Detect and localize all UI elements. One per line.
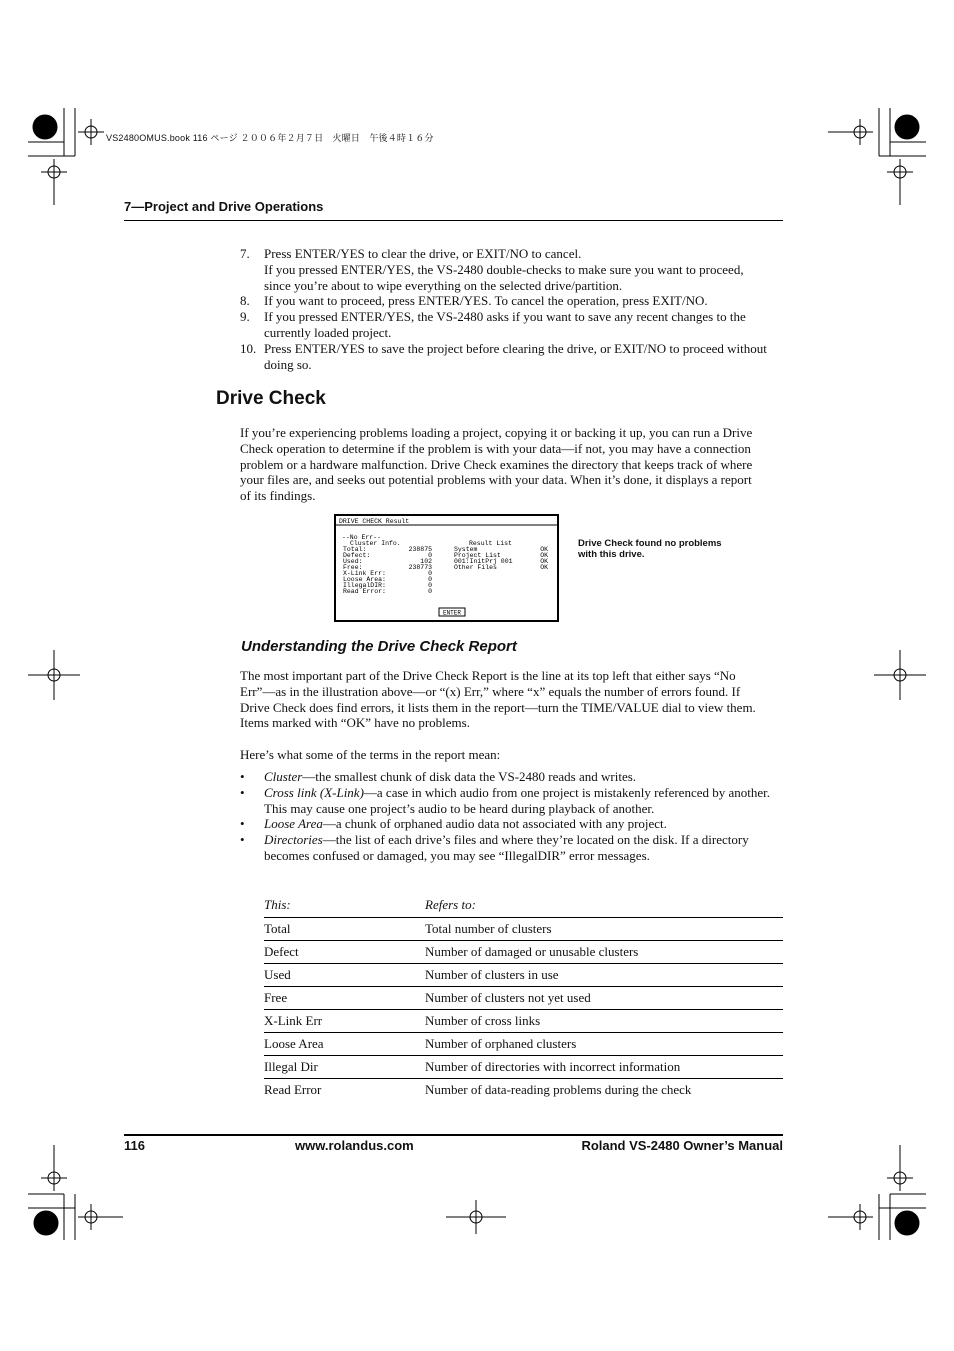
cluster-value: 0 (428, 552, 432, 559)
terms-intro: Here’s what some of the terms in the report mean: (240, 747, 501, 762)
table-row (264, 918, 783, 941)
screen-status: --No Err-- (342, 534, 382, 541)
result-value: OK (540, 564, 548, 571)
step-number: 9. (240, 309, 250, 325)
result-header: Result List (469, 540, 512, 547)
bullet-text: —a case in which audio from one project is mistakenly referenced by another. This may cause one project’s audio to be heard during playback of another. (264, 784, 771, 816)
bullet-text: —the list of each drive’s files and where they’re located on the disk. If a directory becomes confused or damaged, you may see “IllegalDIR” error messages. (264, 832, 749, 863)
cluster-label: Total: (343, 546, 367, 553)
section-intro: If you’re experiencing problems loading a project, copying it or backing it up, you can run a Drive Check operation to determine if the problem is with your data—if not, you may have a connection problem or a hardware malfunction. Drive Check examines the directory that keeps track of where your files are, and seeks out potential problems with your data. When it’s done, it displays a report of its findings. (240, 425, 753, 504)
cluster-label: Read Error: (343, 588, 386, 595)
list-item (240, 832, 770, 864)
table-row (264, 964, 783, 987)
cluster-label: Loose Area: (343, 576, 386, 583)
cluster-value: 0 (428, 576, 432, 583)
step-number: 7. (240, 246, 250, 261)
cluster-label: Used: (343, 558, 363, 565)
bullet-icon: • (240, 769, 245, 784)
cluster-header: Cluster Info. (350, 540, 401, 547)
table-row (264, 941, 783, 964)
list-item (240, 816, 770, 832)
result-label: Other Files (454, 564, 497, 571)
table-cell: Number of cross links (425, 1010, 783, 1033)
step-item (240, 293, 770, 309)
table-row (264, 1079, 783, 1102)
table-row (264, 1056, 783, 1079)
table-cell: Number of damaged or unusable clusters (425, 941, 783, 964)
footer-rule (124, 1134, 783, 1136)
step-text: Press ENTER/YES to clear the drive, or EXIT/NO to cancel. If you pressed ENTER/YES, the VS-2480 double-checks to make sure you want to proceed, since you’re about to wipe everything on the selected drive/partition. (264, 246, 744, 293)
bullet-term: Directories (264, 832, 323, 848)
list-item (240, 769, 770, 785)
table-cell: Read Error (264, 1082, 322, 1097)
enter-button[interactable] (439, 608, 465, 617)
step-item (240, 309, 770, 341)
bullet-term: Cluster (264, 769, 303, 784)
column-header: This: (264, 895, 425, 918)
print-slug: VS2480OMUS.book 116 ページ ２００６年２月７日 火曜日 午後４時１６分 (106, 133, 434, 143)
numbered-steps (240, 246, 770, 372)
step-number: 8. (240, 293, 250, 309)
cluster-value: 102 (420, 558, 432, 565)
figure-caption: Drive Check found no problems with this drive. (578, 538, 722, 560)
table-row (264, 1010, 783, 1033)
table-header-row (264, 895, 783, 918)
list-item (240, 785, 770, 817)
bullet-term: Cross link (X-Link) (264, 784, 364, 800)
cluster-label: IllegalDIR: (343, 582, 386, 589)
cluster-value: 238773 (408, 564, 432, 571)
step-text: Press ENTER/YES to save the project before clearing the drive, or EXIT/NO to proceed without doing so. (264, 340, 767, 372)
chapter-header: 7—Project and Drive Operations (124, 199, 324, 214)
bullet-icon: • (240, 784, 245, 800)
lcd-display (336, 516, 557, 620)
terms-table (264, 895, 783, 1101)
cluster-value: 0 (428, 582, 432, 589)
drive-check-screen (334, 514, 559, 622)
screen-title: DRIVE CHECK Result (339, 518, 410, 525)
table-cell: Used (264, 964, 425, 987)
table-row (264, 987, 783, 1010)
step-text: If you want to proceed, press ENTER/YES. To cancel the operation, press EXIT/NO. (264, 293, 708, 309)
table-cell: Number of orphaned clusters (425, 1033, 783, 1056)
bullet-term: Loose Area (264, 816, 323, 832)
result-value: OK (540, 552, 548, 559)
table-cell: Number of clusters in use (425, 964, 783, 987)
subsection-title: Understanding the Drive Check Report (241, 638, 517, 655)
bullet-icon: • (240, 832, 245, 848)
table-cell: Loose Area (264, 1033, 425, 1056)
table-cell: Number of data-reading problems during the check (425, 1082, 692, 1097)
bullet-text: —the smallest chunk of disk data the VS-2480 reads and writes. (302, 769, 637, 784)
result-value: OK (540, 546, 548, 553)
cluster-label: Free: (343, 564, 363, 571)
bullet-icon: • (240, 816, 245, 832)
table-cell: Number of clusters not yet used (425, 987, 783, 1010)
table-row (264, 1033, 783, 1056)
result-label: System (454, 546, 478, 553)
term-bullets (240, 769, 770, 864)
cluster-value: 238875 (408, 546, 432, 553)
cluster-label: Defect: (343, 552, 371, 559)
step-item (240, 246, 770, 293)
enter-button-label: ENTER (442, 609, 462, 617)
cluster-value: 0 (428, 588, 432, 595)
result-label: 001:InitPrj 001 (454, 558, 513, 565)
result-label: Project List (454, 552, 501, 559)
section-title: Drive Check (216, 388, 326, 409)
table-cell: Total number of clusters (425, 918, 783, 941)
website-link[interactable]: www.rolandus.com (295, 1138, 414, 1153)
table-cell: Illegal Dir (264, 1056, 425, 1079)
header-rule (124, 220, 783, 221)
table-cell: Free (264, 987, 425, 1010)
manual-title: Roland VS-2480 Owner’s Manual (581, 1138, 783, 1153)
table-cell: Number of directories with incorrect information (425, 1056, 783, 1079)
bullet-text: —a chunk of orphaned audio data not associated with any project. (322, 816, 667, 832)
table-cell: X-Link Err (264, 1010, 425, 1033)
step-item (240, 341, 770, 373)
cluster-value: 0 (428, 570, 432, 577)
page-number: 116 (124, 1138, 145, 1153)
report-explanation: The most important part of the Drive Check Report is the line at its top left that either says “No Err”—as in the illustration above—or “(x) Err,” where “x” equals the number of errors found. If Drive Check does find errors, it lists them in the report—turn the TIME/VALUE dial to view them. Items marked with “OK” have no problems. (240, 668, 756, 731)
table-cell: Total (264, 918, 425, 941)
result-value: OK (540, 558, 548, 565)
table-cell: Defect (264, 941, 425, 964)
cluster-label: X-Link Err: (343, 570, 386, 577)
step-number: 10. (240, 340, 257, 356)
column-header: Refers to: (425, 895, 783, 918)
step-text: If you pressed ENTER/YES, the VS-2480 asks if you want to save any recent changes to the currently loaded project. (264, 309, 746, 340)
